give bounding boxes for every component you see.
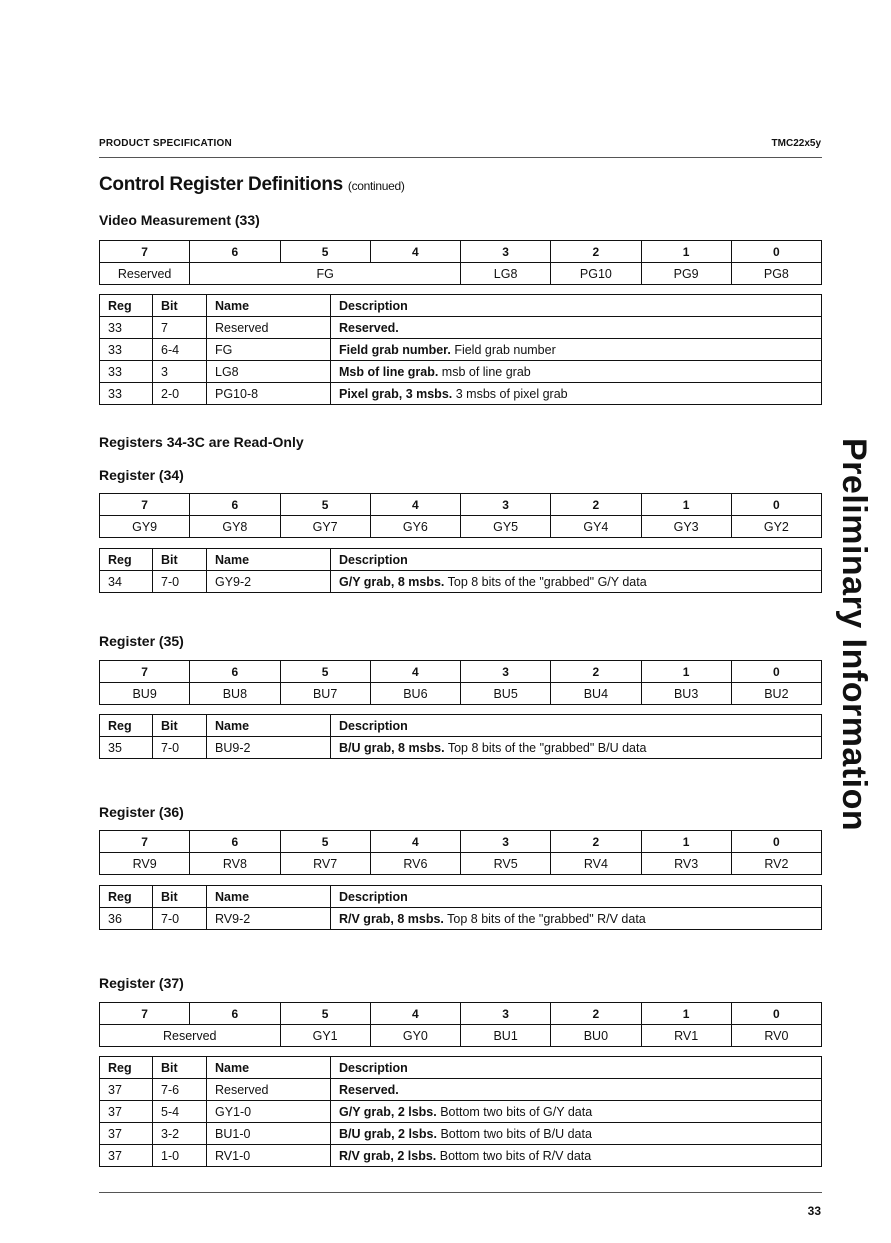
bit-header: 3 xyxy=(461,494,551,516)
col-name: Name xyxy=(207,886,331,908)
cell-reg: 33 xyxy=(100,339,153,361)
bit-header: 2 xyxy=(551,1003,641,1025)
bit-header: 5 xyxy=(280,241,370,263)
desc-text: 3 msbs of pixel grab xyxy=(455,386,568,401)
desc-header-row xyxy=(100,549,822,571)
bit-header: 4 xyxy=(370,661,460,683)
bit-header: 2 xyxy=(551,661,641,683)
table-row xyxy=(100,571,822,593)
section-title-37: Register (37) xyxy=(99,975,184,991)
cell-bit: 7-0 xyxy=(153,908,207,930)
side-banner-text: Preliminary Information xyxy=(835,438,873,832)
col-description: Description xyxy=(331,549,822,571)
desc-bold: Msb of line grab. xyxy=(339,364,439,379)
bit-field: BU7 xyxy=(280,683,370,705)
col-reg: Reg xyxy=(100,549,153,571)
bit-field: Reserved xyxy=(100,263,190,285)
bit-field: LG8 xyxy=(461,263,551,285)
bit-header: 6 xyxy=(190,661,280,683)
cell-description xyxy=(331,737,822,759)
col-name: Name xyxy=(207,295,331,317)
bit-header-row xyxy=(100,661,822,683)
desc-header-row xyxy=(100,886,822,908)
desc-header-row xyxy=(100,295,822,317)
bit-header: 2 xyxy=(551,241,641,263)
cell-name: GY9-2 xyxy=(207,571,331,593)
bit-field: GY3 xyxy=(641,516,731,538)
desc-bold: B/U grab, 8 msbs. xyxy=(339,740,445,755)
cell-reg: 37 xyxy=(100,1123,153,1145)
desc-text: Bottom two bits of R/V data xyxy=(439,1148,592,1163)
bit-header: 6 xyxy=(190,831,280,853)
bit-header: 3 xyxy=(461,1003,551,1025)
cell-name: BU9-2 xyxy=(207,737,331,759)
bit-header: 4 xyxy=(370,494,460,516)
cell-description xyxy=(331,1123,822,1145)
bit-field: BU0 xyxy=(551,1025,641,1047)
col-reg: Reg xyxy=(100,1057,153,1079)
desc-text: Top 8 bits of the "grabbed" B/U data xyxy=(447,740,647,755)
bit-field: BU8 xyxy=(190,683,280,705)
bit-field-row xyxy=(100,853,822,875)
bit-header: 7 xyxy=(100,831,190,853)
bit-header-row xyxy=(100,1003,822,1025)
col-bit: Bit xyxy=(153,886,207,908)
bit-field: RV6 xyxy=(370,853,460,875)
bit-table-36 xyxy=(99,830,822,875)
bit-header: 7 xyxy=(100,494,190,516)
cell-reg: 37 xyxy=(100,1079,153,1101)
bit-field-row xyxy=(100,1025,822,1047)
bit-header: 0 xyxy=(731,494,821,516)
bit-field: FG xyxy=(190,263,461,285)
bit-field: BU6 xyxy=(370,683,460,705)
bit-field: BU5 xyxy=(461,683,551,705)
desc-header-row xyxy=(100,715,822,737)
bit-field: BU3 xyxy=(641,683,731,705)
table-row xyxy=(100,1079,822,1101)
bit-field: BU1 xyxy=(461,1025,551,1047)
col-reg: Reg xyxy=(100,295,153,317)
footer-rule xyxy=(99,1192,822,1193)
desc-table-35 xyxy=(99,714,822,759)
section-title-36: Register (36) xyxy=(99,804,184,820)
side-banner xyxy=(833,438,877,883)
bit-field: RV5 xyxy=(461,853,551,875)
desc-bold: Field grab number. xyxy=(339,342,451,357)
bit-header: 4 xyxy=(370,241,460,263)
bit-header: 1 xyxy=(641,241,731,263)
cell-description xyxy=(331,361,822,383)
bit-field: GY0 xyxy=(370,1025,460,1047)
bit-header: 0 xyxy=(731,831,821,853)
cell-description xyxy=(331,339,822,361)
bit-header: 5 xyxy=(280,1003,370,1025)
bit-header: 6 xyxy=(190,1003,280,1025)
desc-header-row xyxy=(100,1057,822,1079)
bit-table-34 xyxy=(99,493,822,538)
bit-field: GY7 xyxy=(280,516,370,538)
bit-field: PG10 xyxy=(551,263,641,285)
bit-header: 0 xyxy=(731,241,821,263)
bit-field: PG8 xyxy=(731,263,821,285)
cell-reg: 36 xyxy=(100,908,153,930)
col-bit: Bit xyxy=(153,715,207,737)
table-row xyxy=(100,317,822,339)
header-rule xyxy=(99,157,822,158)
cell-reg: 33 xyxy=(100,317,153,339)
table-row xyxy=(100,1101,822,1123)
cell-name: RV9-2 xyxy=(207,908,331,930)
desc-bold: B/U grab, 2 lsbs. xyxy=(339,1126,437,1141)
read-only-note: Registers 34-3C are Read-Only xyxy=(99,434,304,450)
bit-field: RV9 xyxy=(100,853,190,875)
cell-bit: 7-0 xyxy=(153,571,207,593)
desc-bold: G/Y grab, 2 lsbs. xyxy=(339,1104,437,1119)
header-right: TMC22x5y xyxy=(771,138,821,149)
table-row xyxy=(100,361,822,383)
bit-table-37 xyxy=(99,1002,822,1047)
table-row xyxy=(100,339,822,361)
desc-text: Field grab number xyxy=(454,342,556,357)
table-row xyxy=(100,383,822,405)
cell-description xyxy=(331,317,822,339)
bit-table-35 xyxy=(99,660,822,705)
cell-name: RV1-0 xyxy=(207,1145,331,1167)
desc-text: Top 8 bits of the "grabbed" R/V data xyxy=(447,911,646,926)
bit-header: 2 xyxy=(551,494,641,516)
cell-description xyxy=(331,571,822,593)
bit-field: BU9 xyxy=(100,683,190,705)
cell-name: BU1-0 xyxy=(207,1123,331,1145)
desc-text: Top 8 bits of the "grabbed" G/Y data xyxy=(447,574,647,589)
cell-description xyxy=(331,1101,822,1123)
section-title-33: Video Measurement (33) xyxy=(99,212,260,228)
bit-field: RV3 xyxy=(641,853,731,875)
cell-name: PG10-8 xyxy=(207,383,331,405)
bit-header: 2 xyxy=(551,831,641,853)
desc-bold: Reserved. xyxy=(339,320,399,335)
bit-header: 5 xyxy=(280,831,370,853)
desc-text: Bottom two bits of B/U data xyxy=(440,1126,592,1141)
bit-field: GY8 xyxy=(190,516,280,538)
table-row xyxy=(100,1123,822,1145)
cell-reg: 33 xyxy=(100,361,153,383)
bit-header: 3 xyxy=(461,831,551,853)
title-suffix: (continued) xyxy=(347,179,405,193)
cell-bit: 7 xyxy=(153,317,207,339)
section-title-34: Register (34) xyxy=(99,467,184,483)
cell-description xyxy=(331,1079,822,1101)
bit-field-row xyxy=(100,263,822,285)
bit-header-row xyxy=(100,494,822,516)
bit-header: 4 xyxy=(370,831,460,853)
bit-header-row xyxy=(100,241,822,263)
bit-header: 6 xyxy=(190,494,280,516)
bit-header: 7 xyxy=(100,1003,190,1025)
desc-bold: G/Y grab, 8 msbs. xyxy=(339,574,445,589)
bit-header: 1 xyxy=(641,1003,731,1025)
bit-field: RV7 xyxy=(280,853,370,875)
page-number: 33 xyxy=(807,1204,821,1218)
bit-header: 1 xyxy=(641,831,731,853)
col-reg: Reg xyxy=(100,886,153,908)
bit-field: GY9 xyxy=(100,516,190,538)
bit-field: RV4 xyxy=(551,853,641,875)
bit-field: PG9 xyxy=(641,263,731,285)
bit-field: Reserved xyxy=(100,1025,281,1047)
col-name: Name xyxy=(207,715,331,737)
bit-header: 7 xyxy=(100,661,190,683)
bit-field: BU2 xyxy=(731,683,821,705)
bit-header: 4 xyxy=(370,1003,460,1025)
cell-name: FG xyxy=(207,339,331,361)
desc-bold: R/V grab, 8 msbs. xyxy=(339,911,444,926)
cell-name: Reserved xyxy=(207,317,331,339)
cell-bit: 7-0 xyxy=(153,737,207,759)
cell-reg: 33 xyxy=(100,383,153,405)
cell-description xyxy=(331,383,822,405)
col-description: Description xyxy=(331,295,822,317)
desc-table-37 xyxy=(99,1056,822,1167)
table-row xyxy=(100,737,822,759)
bit-header: 1 xyxy=(641,661,731,683)
bit-field: RV8 xyxy=(190,853,280,875)
bit-field: RV0 xyxy=(731,1025,821,1047)
cell-bit: 1-0 xyxy=(153,1145,207,1167)
desc-bold: R/V grab, 2 lsbs. xyxy=(339,1148,437,1163)
col-description: Description xyxy=(331,886,822,908)
cell-reg: 35 xyxy=(100,737,153,759)
table-row xyxy=(100,908,822,930)
col-bit: Bit xyxy=(153,1057,207,1079)
bit-field-row xyxy=(100,683,822,705)
bit-header: 0 xyxy=(731,661,821,683)
bit-field: RV1 xyxy=(641,1025,731,1047)
bit-field: GY5 xyxy=(461,516,551,538)
bit-header: 3 xyxy=(461,661,551,683)
col-name: Name xyxy=(207,549,331,571)
col-description: Description xyxy=(331,715,822,737)
col-bit: Bit xyxy=(153,549,207,571)
bit-field: GY4 xyxy=(551,516,641,538)
bit-field-row xyxy=(100,516,822,538)
bit-header: 7 xyxy=(100,241,190,263)
cell-name: Reserved xyxy=(207,1079,331,1101)
bit-header: 0 xyxy=(731,1003,821,1025)
bit-table-33 xyxy=(99,240,822,285)
bit-header-row xyxy=(100,831,822,853)
cell-reg: 34 xyxy=(100,571,153,593)
bit-field: GY1 xyxy=(280,1025,370,1047)
cell-bit: 5-4 xyxy=(153,1101,207,1123)
cell-bit: 3-2 xyxy=(153,1123,207,1145)
bit-header: 5 xyxy=(280,494,370,516)
desc-table-33 xyxy=(99,294,822,405)
desc-table-36 xyxy=(99,885,822,930)
desc-bold: Reserved. xyxy=(339,1082,399,1097)
bit-header: 5 xyxy=(280,661,370,683)
page-title xyxy=(99,174,405,196)
cell-bit: 2-0 xyxy=(153,383,207,405)
col-description: Description xyxy=(331,1057,822,1079)
desc-table-34 xyxy=(99,548,822,593)
cell-name: GY1-0 xyxy=(207,1101,331,1123)
desc-text: msb of line grab xyxy=(441,364,531,379)
cell-reg: 37 xyxy=(100,1145,153,1167)
cell-reg: 37 xyxy=(100,1101,153,1123)
title-main: Control Register Definitions xyxy=(99,174,343,195)
table-row xyxy=(100,1145,822,1167)
header-left: PRODUCT SPECIFICATION xyxy=(99,138,232,149)
col-name: Name xyxy=(207,1057,331,1079)
cell-bit: 6-4 xyxy=(153,339,207,361)
cell-description xyxy=(331,908,822,930)
desc-bold: Pixel grab, 3 msbs. xyxy=(339,386,453,401)
bit-field: RV2 xyxy=(731,853,821,875)
cell-name: LG8 xyxy=(207,361,331,383)
cell-description xyxy=(331,1145,822,1167)
bit-field: BU4 xyxy=(551,683,641,705)
cell-bit: 3 xyxy=(153,361,207,383)
bit-field: GY2 xyxy=(731,516,821,538)
col-bit: Bit xyxy=(153,295,207,317)
desc-text: Bottom two bits of G/Y data xyxy=(440,1104,593,1119)
col-reg: Reg xyxy=(100,715,153,737)
bit-header: 3 xyxy=(461,241,551,263)
bit-header: 1 xyxy=(641,494,731,516)
bit-header: 6 xyxy=(190,241,280,263)
section-title-35: Register (35) xyxy=(99,633,184,649)
bit-field: GY6 xyxy=(370,516,460,538)
cell-bit: 7-6 xyxy=(153,1079,207,1101)
